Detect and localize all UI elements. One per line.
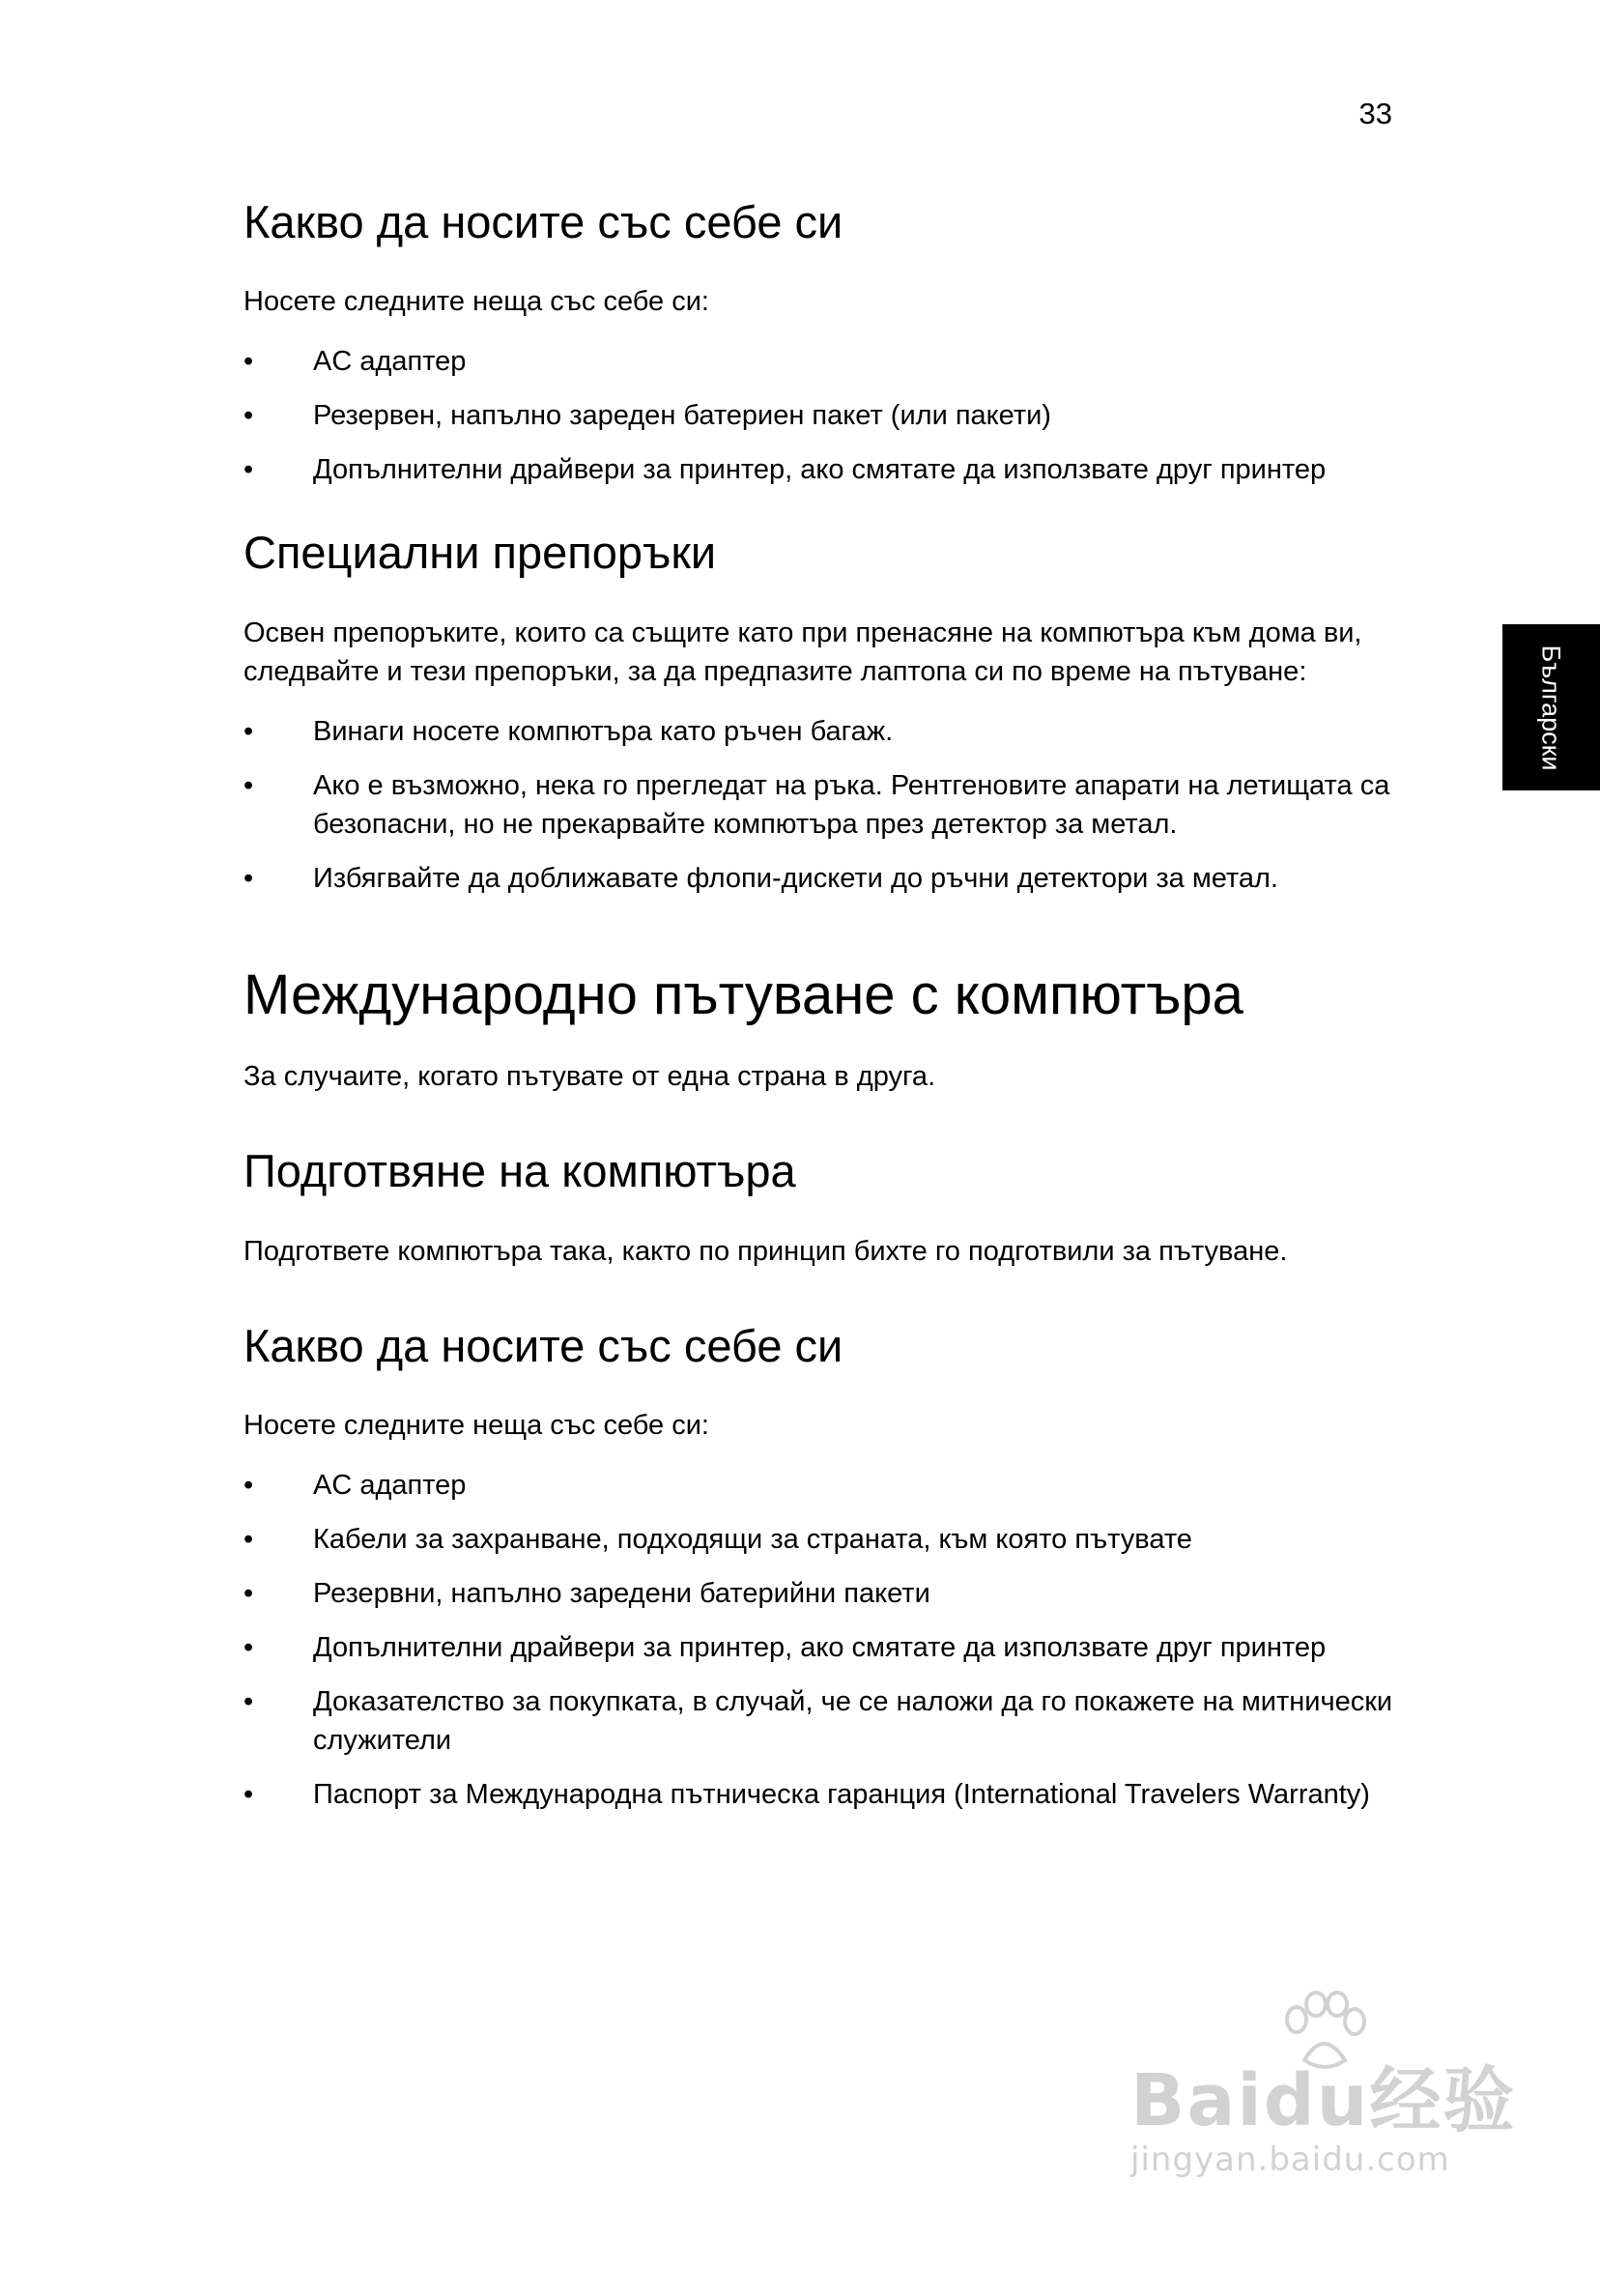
paw-print-icon xyxy=(1275,1991,1372,2078)
list-item-text: Доказателство за покупката, в случай, че се наложи да го покажете на митнически служители xyxy=(313,1686,1393,1757)
list-item xyxy=(243,1466,1403,1505)
list-item-text: Ако е възможно, нека го прегледат на ръка. Рентгеновите апарати на летищата са безопасни, но не прекарвайте компютъра през детектор за метал. xyxy=(313,769,1390,840)
section-heading-preparing-computer: Подготвяне на компютъра xyxy=(243,1145,796,1197)
list-item xyxy=(243,712,1403,751)
bullet-icon: • xyxy=(243,1632,254,1664)
list-item xyxy=(243,1574,1403,1613)
list-item xyxy=(243,1520,1403,1559)
page-number: 33 xyxy=(1358,97,1392,130)
list-item-text: Допълнителни драйвери за принтер, ако смятате да използвате друг принтер xyxy=(313,454,1327,486)
language-side-tab xyxy=(1502,624,1600,790)
list-item xyxy=(243,396,1403,435)
list-item-text: Паспорт за Международна пътническа гаранция (International Travelers Warranty) xyxy=(313,1779,1370,1811)
chapter-heading-international-travel: Международно пътуване с компютъра xyxy=(243,962,1243,1026)
bullet-list xyxy=(243,1466,1403,1814)
list-item xyxy=(243,1775,1403,1814)
list-item-text: AC адаптер xyxy=(313,1470,467,1502)
list-item-text: AC адаптер xyxy=(313,346,467,378)
bullet-icon: • xyxy=(243,1524,254,1556)
bullet-list xyxy=(243,342,1403,489)
bullet-list xyxy=(243,712,1403,898)
bullet-icon: • xyxy=(243,1470,254,1502)
bullet-icon: • xyxy=(243,862,254,894)
baidu-watermark xyxy=(1130,2044,1516,2179)
watermark-brand: Baidu经验 xyxy=(1130,2059,1517,2142)
bullet-icon: • xyxy=(243,1578,254,1610)
list-item-text: Винаги носете компютъра като ръчен багаж. xyxy=(313,715,894,747)
bullet-icon: • xyxy=(243,715,254,747)
section-intro: Освен препоръките, които са същите като при пренасяне на компютъра към дома ви, следвайте и тези препоръки, за да предпазите лаптопа си по време на пътуване: xyxy=(243,617,1362,687)
language-tab-label: Български xyxy=(1537,644,1566,771)
bullet-icon: • xyxy=(243,1779,254,1811)
bullet-icon: • xyxy=(243,769,254,801)
list-item xyxy=(243,450,1403,489)
section-intro: За случаите, когато пътувате от една страна в друга. xyxy=(243,1061,936,1093)
section-intro: Подгответе компютъра така, както по принцип бихте го подготвили за пътуване. xyxy=(243,1235,1288,1267)
bullet-icon: • xyxy=(243,1686,254,1718)
list-item xyxy=(243,1682,1403,1760)
page-content xyxy=(243,195,1403,1851)
bullet-icon: • xyxy=(243,454,254,486)
list-item-text: Резервен, напълно зареден батериен пакет (или пакети) xyxy=(313,400,1051,432)
section-heading-what-to-bring-international: Какво да носите със себе си xyxy=(243,1319,843,1371)
list-item xyxy=(243,766,1403,844)
section-heading-special-tips: Специални препоръки xyxy=(243,527,717,579)
list-item-text: Допълнителни драйвери за принтер, ако смятате да използвате друг принтер xyxy=(313,1632,1327,1664)
list-item-text: Кабели за захранване, подходящи за страната, към която пътувате xyxy=(313,1524,1192,1556)
section-intro: Носете следните неща със себе си: xyxy=(243,286,709,318)
list-item-text: Избягвайте да доближавате флопи-дискети до ръчни детектори за метал. xyxy=(313,862,1278,894)
list-item xyxy=(243,1628,1403,1667)
section-heading-what-to-bring: Какво да носите със себе си xyxy=(243,196,843,247)
section-intro: Носете следните неща със себе си: xyxy=(243,1410,709,1442)
bullet-icon: • xyxy=(243,346,254,378)
list-item xyxy=(243,859,1403,898)
watermark-url: jingyan.baidu.com xyxy=(1130,2140,1450,2179)
bullet-icon: • xyxy=(243,400,254,432)
list-item xyxy=(243,342,1403,381)
list-item-text: Резервни, напълно заредени батерийни пакети xyxy=(313,1578,930,1610)
